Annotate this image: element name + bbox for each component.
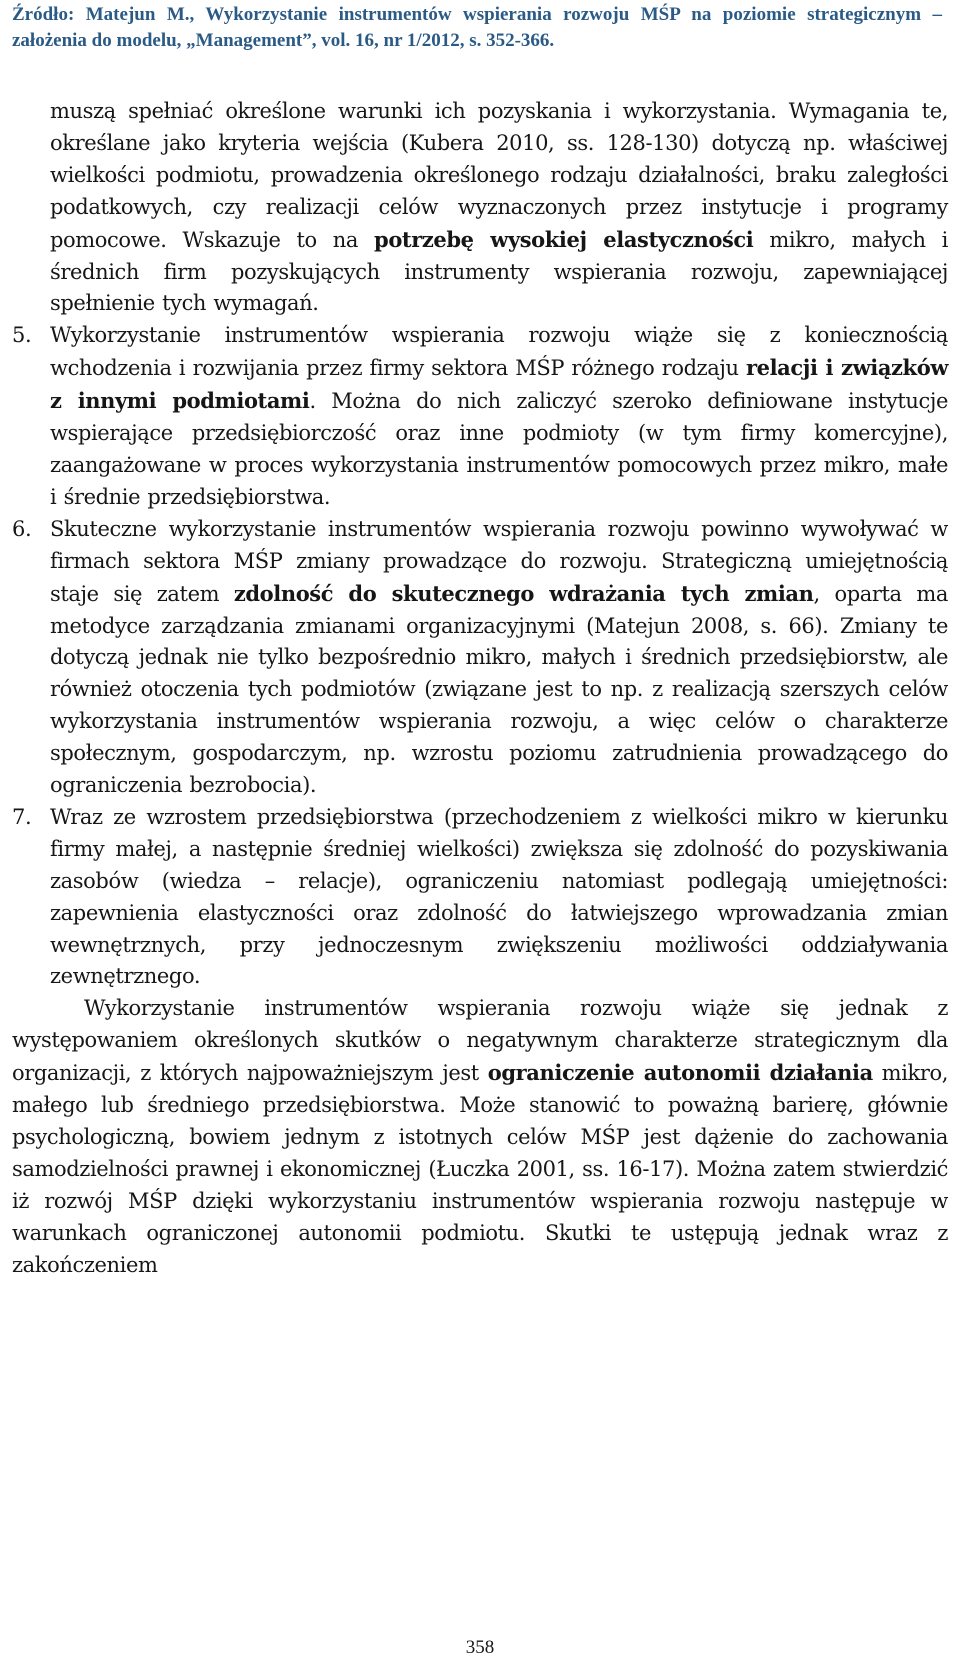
list-item-5 xyxy=(12,320,948,513)
continued-list-item xyxy=(12,96,948,320)
bold-phrase: zdolność do skutecznego wdrażania tych zmian xyxy=(233,580,814,606)
list-item-7 xyxy=(12,802,948,993)
source-text: Matejun M., Wykorzystanie instrumentów wspierania rozwoju MŚP na poziomie strategicznym – założenia do modelu, „Management”, vol. 16, nr 1/2012, s. 352-366. xyxy=(12,4,943,51)
text-run: Wraz ze wzrostem przedsiębiorstwa (przechodzeniem z wielkości mikro w kierunku firmy małej, a następnie średniej wielkości) zwiększa się zdolność do pozyskiwania zasobów (wiedza – relacje), ograniczeniu natomiast podlegają umiejętności: zapewnienia elastyczności oraz zdolność do łatwiejszego wprowadzania zmian wewnętrznych, przy jednoczesnym zwiększeniu możliwości oddziaływania zewnętrznego. xyxy=(50,804,948,989)
bold-phrase: potrzebę wysokiej elastyczności xyxy=(374,226,754,252)
text-run: Wykorzystanie instrumentów wspierania rozwoju wiąże się z koniecznością wchodzenia i rozwijania przez firmy sektora MŚP różnego rodzaju xyxy=(50,323,948,381)
text-run: mikro, małego lub średniego przedsiębiorstwa. Może stanowić to poważną barierę, głównie psychologiczną, bowiem jednym z istotnych celów MŚP jest dążenie do zachowania samodzielności prawnej i ekonomicznej (Łuczka 2001, ss. 16-17). Można zatem stwierdzić iż rozwój MŚP dzięki wykorzystaniu instrumentów wspierania rozwoju następuje w warunkach ograniczonej autonomii podmiotu. Skutki te ustępują jednak wraz z zakończeniem xyxy=(12,1061,948,1277)
body-paragraph xyxy=(12,993,948,1281)
source-citation xyxy=(12,2,942,54)
text-run: Skuteczne wykorzystanie instrumentów wspierania rozwoju powinno wywoływać w firmach sektora MŚP zmiany prowadzące do rozwoju. Strategiczną umiejętnością staje się zatem xyxy=(50,516,948,606)
bold-phrase: ograniczenie autonomii działania xyxy=(487,1060,873,1086)
source-label: Źródło: xyxy=(12,4,75,25)
text-run: . Można do nich zaliczyć szeroko definiowane instytucje wspierające przedsiębiorczość oraz inne podmioty (w tym firmy komercyjne), zaangażowane w proces wykorzystania instrumentów pomocowych przez mikro, małe i średnie przedsiębiorstwa. xyxy=(50,389,948,509)
page-number: 358 xyxy=(465,1637,495,1658)
list-number: 6. xyxy=(12,516,32,541)
text-run: mikro, małych i średnich firm pozyskujących instrumenty wspierania rozwoju, zapewniającej spełnienie tych wymagań. xyxy=(50,227,949,316)
list-number: 5. xyxy=(12,323,32,348)
text-run: Wykorzystanie instrumentów wspierania rozwoju wiąże się jednak z występowaniem określonych skutków o negatywnym charakterze strategicznym dla organizacji, z których najpoważniejszym jest xyxy=(12,996,948,1086)
list-number: 7. xyxy=(12,804,32,829)
document-body xyxy=(12,96,948,1282)
list-item-6 xyxy=(12,514,948,802)
bold-phrase: relacji i związków z innymi podmiotami xyxy=(50,355,948,414)
text-run: , oparta ma metodyce zarządzania zmianami organizacyjnymi (Matejun 2008, s. 66). Zmiany te dotyczą jednak nie tylko bezpośrednio mikro, małych i średnich przedsiębiorstw, ale również otoczenia tych podmiotów (związane jest to np. z realizacją szerszych celów wykorzystania instrumentów wspierania rozwoju, a więc celów o charakterze społecznym, gospodarczym, np. wzrostu poziomu zatrudnienia prowadzącego do ograniczenia bezrobocia). xyxy=(50,581,948,798)
text-run: muszą spełniać określone warunki ich pozyskania i wykorzystania. Wymagania te, określane jako kryteria wejścia (Kubera 2010, ss. 128-130) dotyczą np. właściwej wielkości podmiotu, prowadzenia określonego rodzaju działalności, braku zaległości podatkowych, czy realizacji celów wyznaczonych przez instytucje i programy pomocowe. Wskazuje to na xyxy=(50,99,948,252)
